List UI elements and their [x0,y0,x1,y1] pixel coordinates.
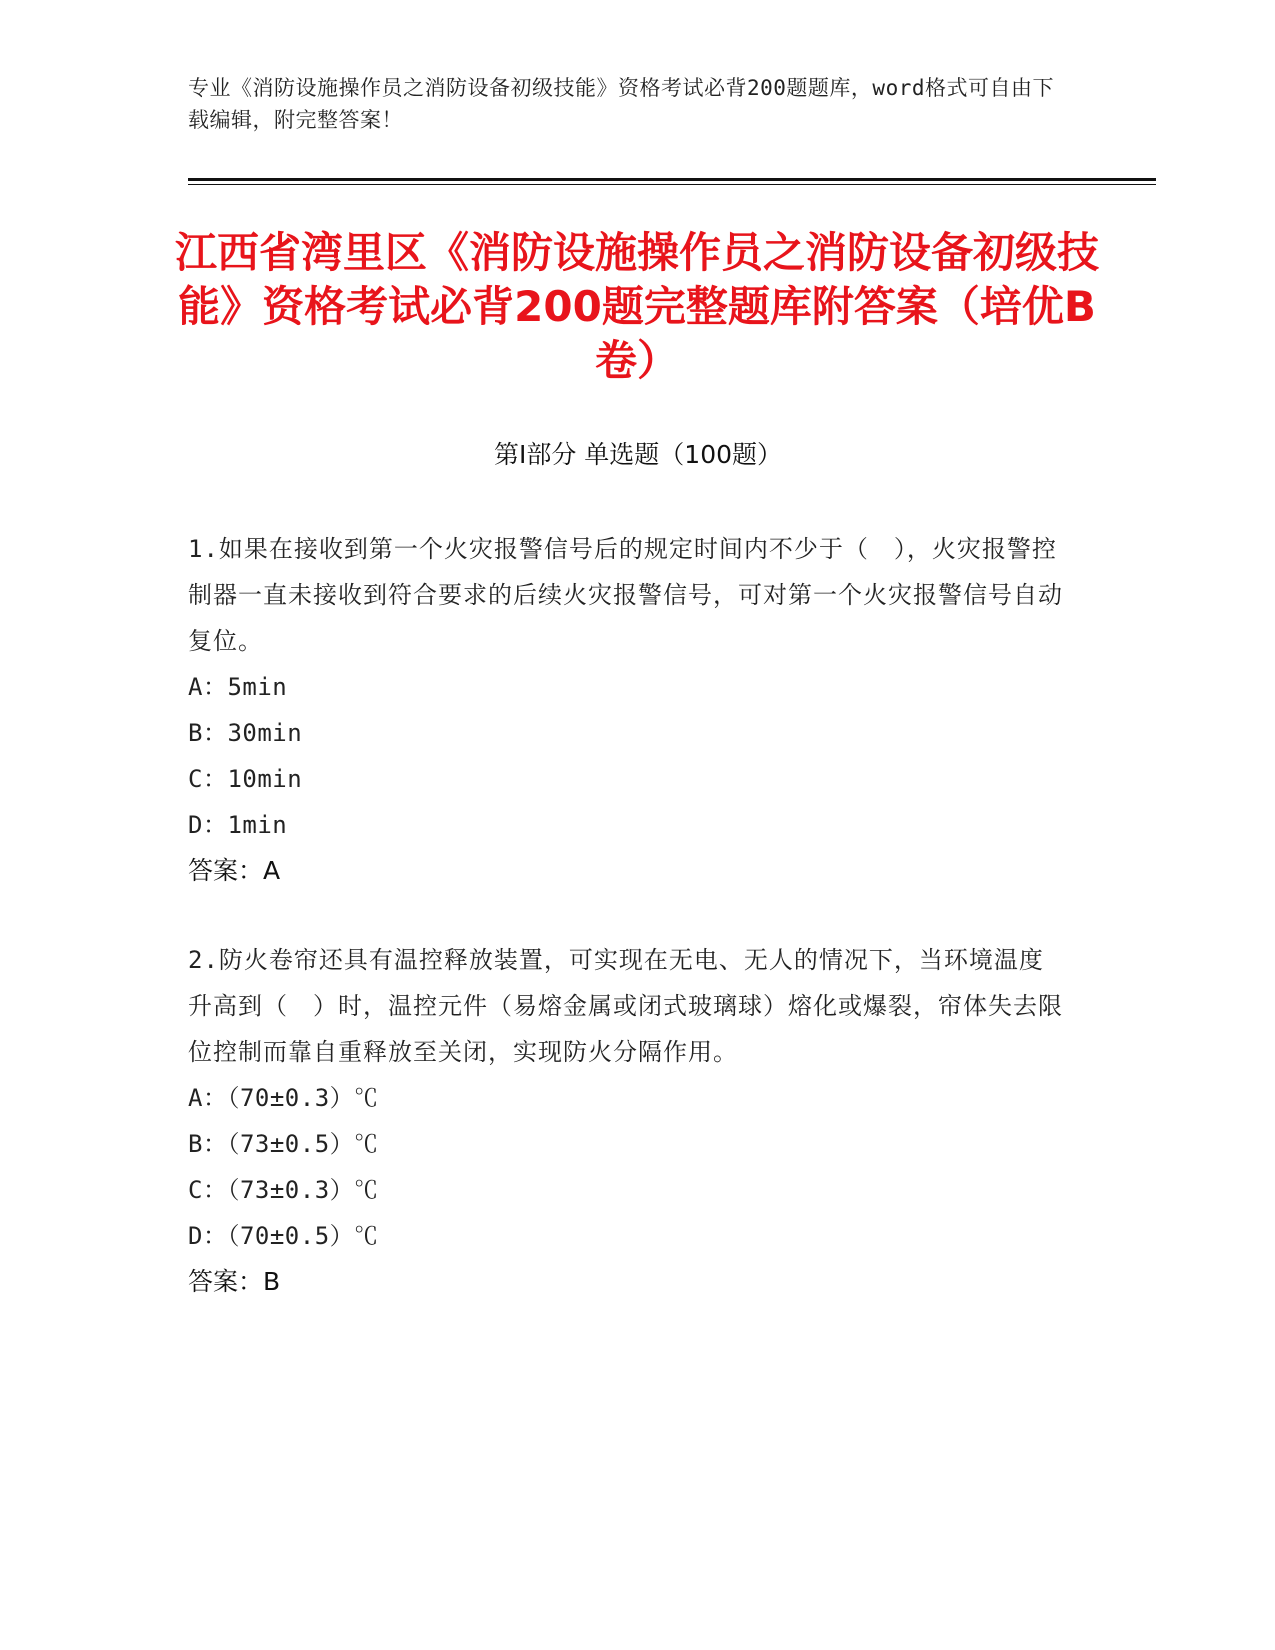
option-c: C：10min [188,765,303,793]
answer-label: 答案：A [188,856,281,885]
option-a: A：5min [188,673,288,701]
question-stem: 1.如果在接收到第一个火灾报警信号后的规定时间内不少于（ ），火灾报警控制器一直未接收到符合要求的后续火灾报警信号，可对第一个火灾报警信号自动复位。 [188,535,1063,655]
option-d: D：1min [188,811,288,839]
section-heading: 第I部分 单选题（100题） [493,440,783,469]
option-b: B：30min [188,719,303,747]
question-item [188,526,1068,894]
option-b: B：（73±0.5）℃ [188,1130,379,1158]
answer-label: 答案：B [188,1267,281,1296]
header-divider-thick [188,178,1156,181]
header-divider-thin [188,184,1156,185]
option-c: C：（73±0.3）℃ [188,1176,379,1204]
option-a: A：（70±0.3）℃ [188,1084,379,1112]
header-note: 专业《消防设施操作员之消防设备初级技能》资格考试必背200题题库，word格式可自由下载编辑，附完整答案！ [188,76,1054,132]
option-d: D：（70±0.5）℃ [188,1222,379,1250]
question-stem: 2.防火卷帘还具有温控释放装置，可实现在无电、无人的情况下，当环境温度升高到（ ）时，温控元件（易熔金属或闭式玻璃球）熔化或爆裂，帘体失去限位控制而靠自重释放至关闭，实现防火分隔作用。 [188,946,1063,1066]
question-item [188,937,1068,1305]
document-title: 江西省湾里区《消防设施操作员之消防设备初级技能》资格考试必背200题完整题库附答案（培优B卷） [174,228,1099,385]
